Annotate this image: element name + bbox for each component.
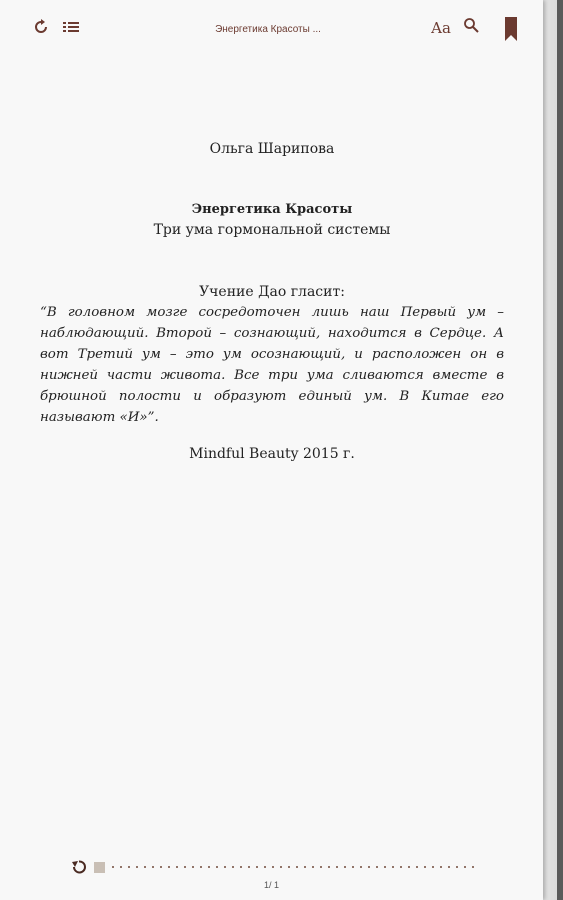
quote-intro: Учение Дао гласит:: [199, 284, 345, 300]
progress-dots: [109, 866, 478, 868]
bottom-navigation: [0, 852, 543, 900]
bookmark-icon[interactable]: [504, 16, 518, 42]
reader-toolbar: [0, 0, 543, 56]
toc-list-icon[interactable]: [61, 16, 81, 38]
reading-progress-slider[interactable]: [94, 860, 478, 874]
undo-icon[interactable]: [70, 858, 88, 876]
page-indicator: 1/ 1: [263, 880, 279, 890]
author-name: Ольга Шарипова: [209, 141, 335, 157]
refresh-icon[interactable]: [32, 16, 50, 38]
book-subtitle: Три ума гормональной системы: [153, 222, 391, 238]
search-icon[interactable]: [461, 14, 481, 36]
device-edge: [557, 0, 563, 900]
progress-knob[interactable]: [94, 862, 105, 873]
quote-text: “В головном мозге сосредоточен лишь наш Первый ум – наблюдающий. Второй – сознающий, находится в Сердце. А вот Третий ум – это ум осознающий, и расположен он в нижней части живота. Все три ума сливаются вместе в брюшной полости и образуют единый ум. В Китае его называют «И»”.: [40, 305, 504, 425]
book-title: Энергетика Красоты: [191, 202, 353, 217]
publication-note: Mindful Beauty 2015 г.: [189, 446, 355, 462]
book-title-header: Энергетика Красоты ...: [215, 24, 321, 35]
font-button-label: Aa: [431, 19, 451, 37]
font-size-icon[interactable]: [430, 16, 452, 40]
